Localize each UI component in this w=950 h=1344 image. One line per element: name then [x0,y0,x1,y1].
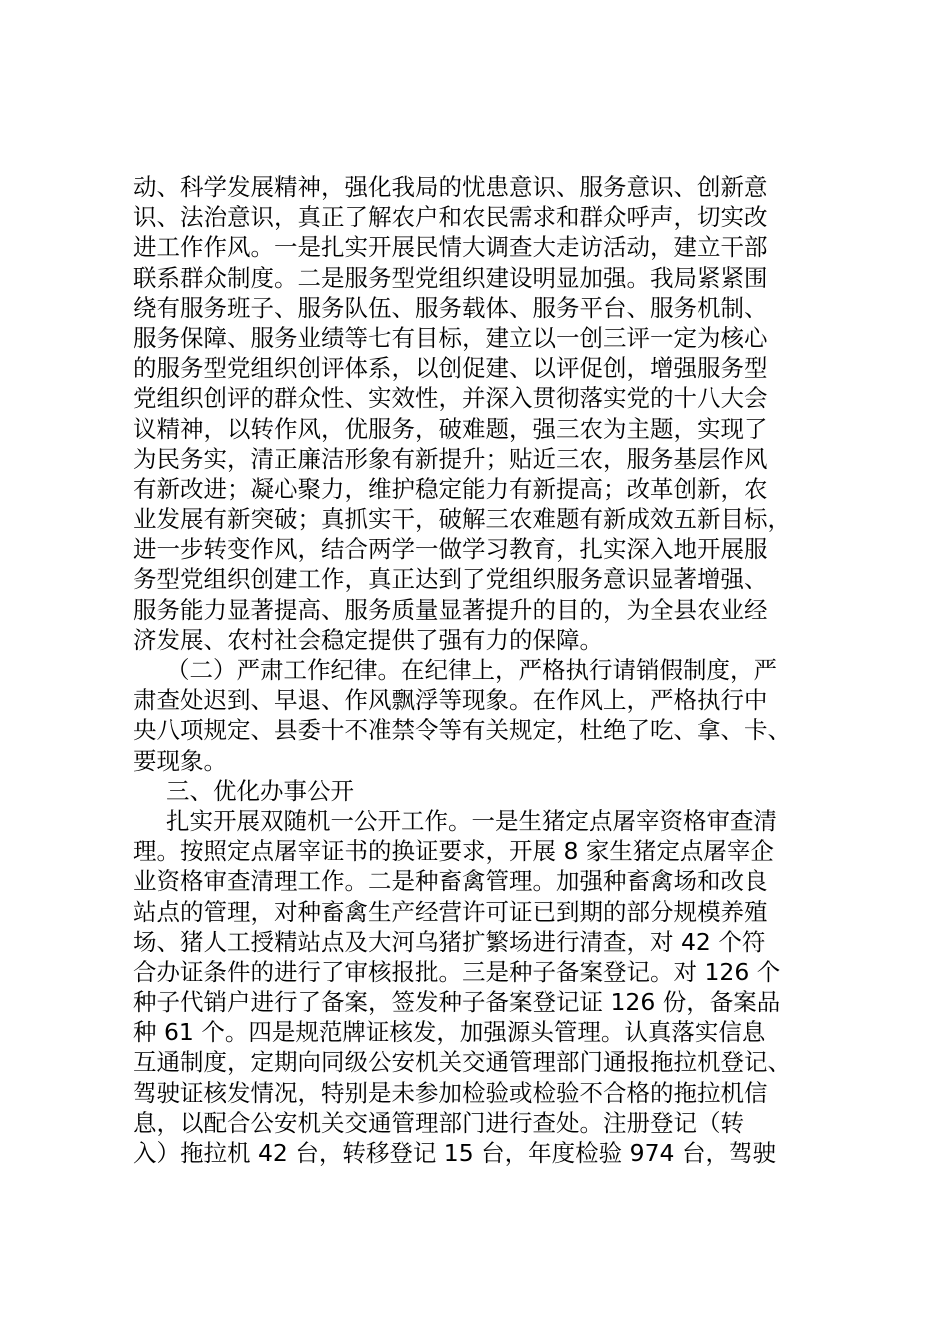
text-line: 动、科学发展精神，强化我局的忧患意识、服务意识、创新意 [133,173,768,201]
text-line: 种子代销户进行了备案，签发种子备案登记证 126 份，备案品 [133,988,781,1017]
text-line: 济发展、农村社会稳定提供了强有力的保障。 [133,625,603,654]
text-line: 合办证条件的进行了审核报批。三是种子备案登记。对 126 个 [133,957,781,986]
text-line: 站点的管理，对种畜禽生产经营许可证已到期的部分规模养殖 [133,897,768,926]
text-line: 服务能力显著提高、服务质量显著提升的目的，为全县农业经 [133,595,768,624]
text-line: 互通制度，定期向同级公安机关交通管理部门通报拖拉机登记、 [133,1048,791,1077]
text-line: 识、法治意识，真正了解农户和农民需求和群众呼声，切实改 [133,203,768,232]
text-line: 进一步转变作风，结合两学一做学习教育，扎实深入地开展服 [133,535,768,564]
text-line: 为民务实，清正廉洁形象有新提升；贴近三农，服务基层作风 [133,444,768,473]
text-line: 有新改进；凝心聚力，维护稳定能力有新提高；改革创新，农 [133,474,768,503]
text-line: 进工作作风。一是扎实开展民情大调查大走访活动，建立干部 [133,233,768,262]
text-line: 肃查处迟到、早退、作风飘浮等现象。在作风上，严格执行中 [133,686,768,715]
text-line: 入）拖拉机 42 台，转移登记 15 台，年度检验 974 台，驾驶 [133,1139,776,1167]
text-line: 的服务型党组织创评体系，以创促建、以评促创，增强服务型 [133,354,768,383]
text-line: 联系群众制度。二是服务型党组织建设明显加强。我局紧紧围 [133,263,768,292]
text-line: 务型党组织创建工作，真正达到了党组织服务意识显著增强、 [133,565,768,594]
paragraph-start-line: （二）严肃工作纪律。在纪律上，严格执行请销假制度，严 [166,656,777,684]
text-line: 党组织创评的群众性、实效性，并深入贯彻落实党的十八大会 [133,384,768,413]
text-line: 央八项规定、县委十不准禁令等有关规定，杜绝了吃、拿、卡、 [133,716,791,745]
text-line: 息，以配合公安机关交通管理部门进行查处。注册登记（转 [133,1108,744,1137]
text-line: 业资格审查清理工作。二是种畜禽管理。加强种畜禽场和改良 [133,867,768,896]
document-body [133,172,833,1168]
section-heading: 三、优化办事公开 [166,776,354,805]
text-line: 驾驶证核发情况，特别是未参加检验或检验不合格的拖拉机信 [133,1078,768,1107]
text-line: 种 61 个。四是规范牌证核发，加强源头管理。认真落实信息 [133,1018,766,1047]
text-line: 理。按照定点屠宰证书的换证要求，开展 8 家生猪定点屠宰企 [133,837,774,866]
text-line: 业发展有新突破；真抓实干，破解三农难题有新成效五新目标， [133,505,791,534]
text-line: 服务保障、服务业绩等七有目标，建立以一创三评一定为核心 [133,323,768,352]
text-line: 要现象。 [133,746,227,775]
text-line: 议精神，以转作风，优服务，破难题，强三农为主题，实现了 [133,414,768,443]
paragraph-start-line: 扎实开展双随机一公开工作。一是生猪定点屠宰资格审查清 [166,806,777,835]
text-line: 场、猪人工授精站点及大河乌猪扩繁场进行清查，对 42 个符 [133,927,766,956]
text-line: 绕有服务班子、服务队伍、服务载体、服务平台、服务机制、 [133,293,768,322]
